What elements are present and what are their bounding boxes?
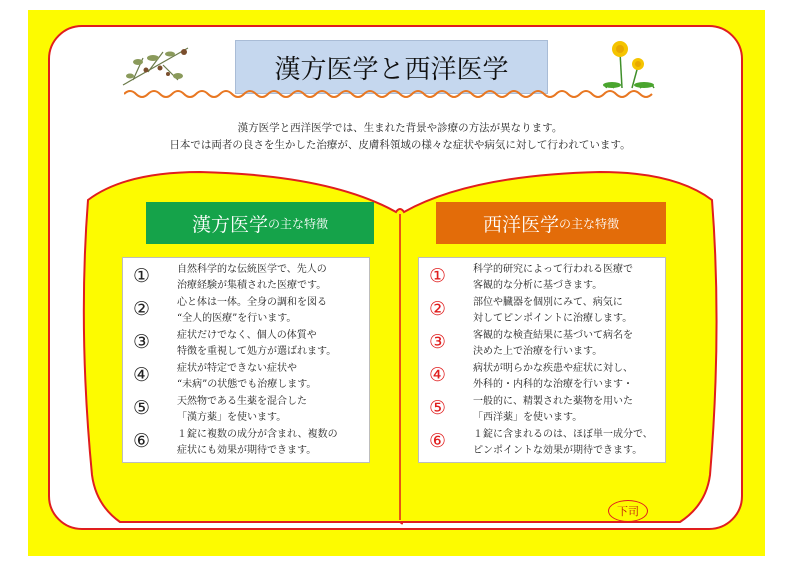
- page-title: 漢方医学と西洋医学: [235, 40, 548, 94]
- author-stamp: 下司: [608, 500, 648, 522]
- item-number: ①: [133, 265, 151, 287]
- item-line: 決めた上で治療を行います。: [473, 346, 603, 357]
- item-line: “未病”の状態でも治療します。: [177, 379, 317, 390]
- item-number: ②: [429, 298, 447, 320]
- list-item: [419, 295, 665, 329]
- seiyo-feature-list: [418, 257, 666, 463]
- item-number: ④: [133, 364, 151, 386]
- list-item: [419, 361, 665, 395]
- kampo-heading-sub: の主な特徴: [268, 216, 329, 231]
- list-item: [123, 295, 369, 329]
- item-line: 症状にも効果が期待できます。: [177, 445, 317, 456]
- item-number: ⑥: [133, 430, 151, 452]
- item-line: １錠に含まれるのは、ほぼ単一成分で、: [473, 429, 653, 440]
- item-line: 外科的・内科的な治療を行います・: [473, 379, 633, 390]
- item-line: 症状だけでなく、個人の体質や: [177, 330, 317, 341]
- item-number: ⑤: [133, 397, 151, 419]
- item-line: 特徴を重視して処方が選ばれます。: [177, 346, 337, 357]
- item-line: 科学的研究によって行われる医療で: [473, 264, 633, 275]
- item-line: 客観的な検査結果に基づいて病名を: [473, 330, 633, 341]
- list-item: [419, 427, 665, 461]
- item-line: 「西洋薬」を使います。: [473, 412, 583, 423]
- item-number: ①: [429, 265, 447, 287]
- item-line: “全人的医療”を行います。: [177, 313, 297, 324]
- item-line: 客観的な分析に基づきます。: [473, 280, 603, 291]
- item-line: 「漢方薬」を使います。: [177, 412, 287, 423]
- item-line: 治療経験が集積された医療です。: [177, 280, 327, 291]
- list-item: [123, 361, 369, 395]
- list-item: [123, 328, 369, 362]
- intro-line-1: 漢方医学と西洋医学では、生まれた背景や診療の方法が異なります。: [237, 122, 563, 134]
- list-item: [419, 328, 665, 362]
- item-line: 対してピンポイントに治療します。: [473, 313, 633, 324]
- item-line: 自然科学的な伝統医学で、先人の: [177, 264, 327, 275]
- item-line: １錠に複数の成分が含まれ、複数の: [177, 429, 338, 440]
- item-line: 症状が特定できない症状や: [177, 363, 297, 374]
- list-item: [419, 262, 665, 296]
- item-number: ⑤: [429, 397, 447, 419]
- item-line: 心と体は一体。全身の調和を図る: [177, 297, 327, 308]
- item-line: 病状が明らかな疾患や症状に対し、: [473, 363, 633, 374]
- item-number: ③: [429, 331, 447, 353]
- list-item: [123, 427, 369, 461]
- kampo-heading: [146, 202, 374, 244]
- intro-line-2: 日本では両者の良さを生かした治療が、皮膚科領域の様々な症状や病気に対して行われています。: [169, 139, 631, 151]
- list-item: [419, 394, 665, 428]
- list-item: [123, 394, 369, 428]
- list-item: [123, 262, 369, 296]
- item-number: ⑥: [429, 430, 447, 452]
- item-number: ③: [133, 331, 151, 353]
- kampo-feature-list: [122, 257, 370, 463]
- kampo-heading-main: 漢方医学: [191, 213, 268, 236]
- item-line: ピンポイントな効果が期待できます。: [473, 445, 643, 456]
- seiyo-heading: [436, 202, 666, 244]
- seiyo-heading-sub: の主な特徴: [559, 216, 620, 231]
- seiyo-heading-main: 西洋医学: [482, 213, 559, 236]
- item-number: ④: [429, 364, 447, 386]
- item-line: 天然物である生薬を混合した: [177, 396, 307, 407]
- item-line: 一般的に、精製された薬物を用いた: [473, 396, 633, 407]
- item-line: 部位や臓器を個別にみて、病気に: [473, 297, 623, 308]
- item-number: ②: [133, 298, 151, 320]
